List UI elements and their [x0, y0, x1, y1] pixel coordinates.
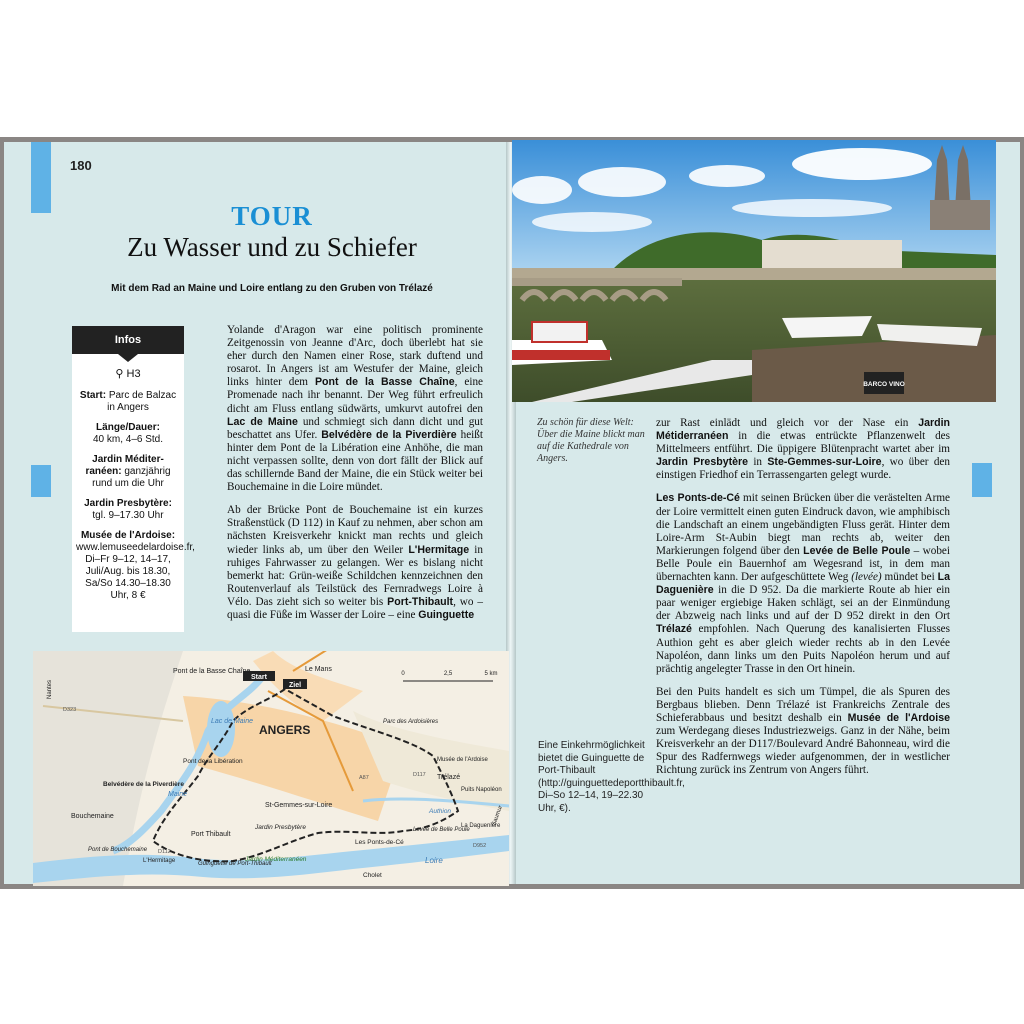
map-label: Les Ponts-de-Cé — [355, 839, 404, 846]
info-label: Jardin Méditerranéen: — [85, 454, 164, 477]
text-run: und schmiegt sich dann dicht und gut beschattet ans Ufer. — [227, 415, 484, 441]
cloud — [532, 212, 652, 232]
text-run: in die D 952. Da die markierte Route ab hier ein paar weniger ergiebige Haken schlägt, sei an der Einmündung der Abzweig nach links und auf der D 952 direkt in den Ort — [656, 584, 950, 623]
map-pin-icon: ⚲ — [115, 368, 124, 380]
map-label: Jardin Presbytère — [255, 824, 306, 831]
map-label: Pont de Bouchemaine — [88, 847, 148, 853]
info-text: www.lemuseedelardoise.fr, Di–Fr 9–12, 14–17, Juli/Aug. bis 18.30, Sa/So 14.30–18.30 Uhr, 8 € — [76, 542, 195, 601]
info-item-length — [72, 422, 184, 446]
bold-term: Port-Thibault — [387, 595, 454, 608]
text-run: – wobei Belle Poule ein Bauernhof am Wegesrand ist, in dem man übernachten kann. Der aufgeschüttete Weg — [656, 544, 951, 584]
scale-label: 0 — [401, 671, 405, 677]
bold-term: Levée de Belle Poule — [803, 544, 911, 557]
bold-term: Musée de l'Ardoise — [847, 711, 951, 724]
road-label: D117 — [413, 772, 426, 778]
paragraph — [656, 492, 950, 675]
map-label: Cholet — [363, 872, 382, 879]
text-run: Bei den Puits handelt es sich um Tümpel, die als Spuren des Bergbaus blieben. Denn Trélazé ist Frankreichs Zentrale des Schieferabbaus und besitzt deshalb ein — [656, 685, 950, 724]
info-text: tgl. 9–17.30 Uhr — [92, 510, 164, 521]
map-label: Lac de Maine — [211, 718, 254, 725]
page-subtitle: Mit dem Rad an Maine und Loire entlang zu den Gruben von Trélazé — [111, 283, 433, 294]
cathedral-photo — [512, 140, 996, 402]
map-label: Nantes — [47, 679, 53, 699]
map-label: Trélazé — [437, 774, 461, 781]
map-label: La Daguenière — [461, 823, 501, 829]
bold-term: La Daguenière — [656, 571, 950, 597]
map-label: Le Mans — [305, 666, 332, 673]
bridge-deck — [512, 278, 682, 286]
text-run: , wo – quasi die Füße im Wasser der Loire – eine — [227, 595, 483, 621]
text-run: in — [748, 456, 768, 469]
map-label: Pont de la Basse Chaîne — [173, 668, 251, 675]
cloud — [512, 176, 572, 204]
map-label: Puits Napoléon — [461, 787, 502, 793]
paragraph — [656, 686, 950, 778]
cloud — [732, 199, 892, 217]
cloud — [792, 148, 932, 180]
road-label: D952 — [473, 843, 487, 849]
buildings — [762, 240, 902, 268]
text-run: Ab der Brücke Pont de Bouchemaine ist ein kurzes Straßenstück (D 112) in Kauf zu nehmen, aber schon am nächsten Kreisverkehr knickt man rechts und gleich wieder links ab, um über den Weiler — [227, 504, 483, 556]
text-run: zur Rast einlädt und gleich vor der Nase ein — [656, 417, 919, 429]
scale-label: 5 km — [484, 671, 498, 677]
cloud — [689, 165, 765, 187]
bold-term: Pont de la Basse Chaîne — [314, 376, 455, 389]
info-text: 40 km, 4–6 Std. — [92, 434, 164, 445]
info-item-musee — [72, 530, 195, 602]
road-label: A87 — [359, 775, 369, 781]
text-run: mit seinen Brücken über die verästelten Arme der Loire vermittelt einen guten Eindruck davon, wie amphibisch die Landschaft an einem ungebändigten Fluss gerät. Hinter dem Loire-Arm St-Aubin biegt man rechts ab, weiter den Markierungen folgend über den — [656, 492, 950, 557]
info-box-content — [72, 368, 195, 610]
right-body-text — [656, 417, 950, 862]
text-run: zum Werdegang dieses Industriezweigs. Ganz in der Nähe, beim Kreisverkehr an der D117/Boulevard André Bahonneau, wird die Spur des Radfernwegs wieder aufgenommen, der in westlicher Richtung zurück ins Zentrum von Angers führt. — [656, 725, 950, 777]
info-box — [72, 326, 195, 632]
info-item-jardin-med — [72, 454, 184, 490]
map-label: Parc des Ardoisières — [383, 719, 439, 725]
boat-stripe — [512, 350, 610, 360]
left-body-text — [227, 324, 483, 642]
map-label: Levée de Belle Poule — [413, 827, 470, 833]
grid-reference — [72, 368, 184, 380]
text-run: empfohlen. Nach Querung des kanalisierten Flusses Authion geht es aber gleich wieder rechts ab in den Levée Napoléon, dann links um den Puits Napoléon herum und auf prächtig angelegter Trasse in den Ort hinein. — [656, 623, 950, 675]
scale-label: 2,5 — [443, 671, 453, 677]
text-run: in ruhiges Fahrwasser zu gelangen. Wer es bislang nicht bemerkt hat: Grün-weiße Schildchen kennzeichnen den Routenverlauf als Teilstück des Fernradwegs Loire à Vélo. Das zieht sich so weiter bis — [227, 543, 484, 608]
cloud — [578, 167, 666, 197]
chapter-tab-marker — [31, 465, 51, 497]
paragraph — [227, 324, 483, 494]
map-label: Saumur — [491, 804, 505, 827]
text-run: heißt hinter dem Pont de la Libération eine Anhöhe, die man nicht verpassen sollte, denn von dort fällt der Blick auf das schillernde Band der Maine, die ein Stück weiter bei Bouchemaine in die Loire mündet. — [227, 428, 483, 494]
map-label: Bouchemaine — [71, 813, 114, 820]
paragraph — [656, 417, 950, 482]
text-run: in die etwas entrückte Pflanzenwelt des Mittelmeers entführt. Die üppigere Blütenpracht wartet aber im — [656, 430, 950, 456]
sun-sail — [782, 316, 872, 338]
bold-term: Jardin Métiderranéen — [656, 417, 950, 443]
map-label: Pont de la Libération — [183, 758, 243, 765]
photo-caption: Zu schön für diese Welt: Über die Maine blickt man auf die Kathedrale von Angers. — [537, 417, 645, 464]
bold-term: Trélazé — [656, 623, 692, 636]
bold-term: Belvédère de la Piverdière — [321, 428, 457, 441]
sidebar-note: Eine Einkehrmöglichkeit bietet die Guinguette de Port-Thibault (http://guinguettedeportthibault.fr, Di–So 12–14, 19–22.30 Uhr, €). — [538, 740, 685, 814]
bold-term: Les Ponts-de-Cé — [656, 492, 740, 505]
tour-kicker: TOUR — [231, 201, 313, 231]
bold-term: Jardin Presbytère — [656, 456, 749, 469]
road-label: D112 — [158, 849, 171, 855]
info-label: Start: — [79, 390, 107, 401]
map-city-label: ANGERS — [259, 723, 311, 737]
info-label: Länge/Dauer: — [96, 422, 160, 433]
map-label: Port Thibault — [191, 831, 231, 838]
map-label: Maine — [168, 791, 188, 798]
route-map — [33, 651, 509, 886]
start-label: Start — [251, 674, 267, 681]
italic-term: (levée) — [851, 571, 882, 584]
map-label: Authion — [429, 808, 452, 815]
map-label: Musée de l'Ardoise — [437, 757, 488, 763]
info-label: Musée de l'Ardoise: — [80, 530, 176, 541]
page-title: Zu Wasser und zu Schiefer — [127, 232, 417, 262]
ziel-label: Ziel — [288, 682, 302, 689]
lake-maine — [207, 701, 235, 757]
chapter-tab-marker-right — [972, 463, 992, 497]
map-label: St-Gemmes-sur-Loire — [265, 802, 333, 809]
map-label: Guinguette de Port-Thibault — [198, 861, 272, 867]
sign-text: BARCO VINO — [863, 381, 905, 388]
text-run: , eine Promenade nach ihr benannt. Der Weg führt erfreulich dicht am Fluss entlang südwärts, umkurvt autofrei den — [227, 376, 484, 415]
text-run: mündet bei — [881, 571, 938, 584]
bold-term: L'Hermitage — [408, 543, 470, 556]
road-label: D323 — [63, 707, 77, 713]
info-text: Parc de Balzac in Angers — [107, 390, 177, 413]
boat-cabin — [532, 322, 587, 342]
map-label: Loire — [425, 856, 443, 865]
bold-term: Ste-Gemmes-sur-Loire — [767, 456, 882, 469]
map-label: L'Hermitage — [143, 858, 176, 864]
cathedral-body — [930, 200, 990, 230]
bold-term: Lac de Maine — [227, 415, 298, 428]
info-label: Jardin Presbytère: — [84, 498, 172, 509]
paragraph — [227, 504, 483, 622]
page-number: 180 — [70, 158, 92, 173]
map-label: Belvédère de la Piverdière — [103, 781, 184, 788]
info-item-jardin-presb — [72, 498, 184, 522]
map-label: Jardin Méditerranéen — [245, 856, 307, 863]
text-run: Yolande d'Aragon war eine politisch prominente Zeitgenossin von Jeanne d'Arc, doch überlebt hat sie eher durch den Namen einer Rose, stark duftend und rosarot. In Angers ist am Westufer der Maine, gleich links hinter dem — [227, 324, 483, 389]
bold-term: Guinguette — [418, 608, 475, 621]
text-run: , wo über den einstigen Friedhof ein Terrassengarten gelegt wurde. — [656, 456, 950, 482]
grid-value: H3 — [126, 368, 141, 380]
info-text: ganzjährig rund um die Uhr — [92, 466, 171, 489]
info-item-start — [72, 390, 184, 414]
info-box-header: Infos — [72, 326, 184, 354]
